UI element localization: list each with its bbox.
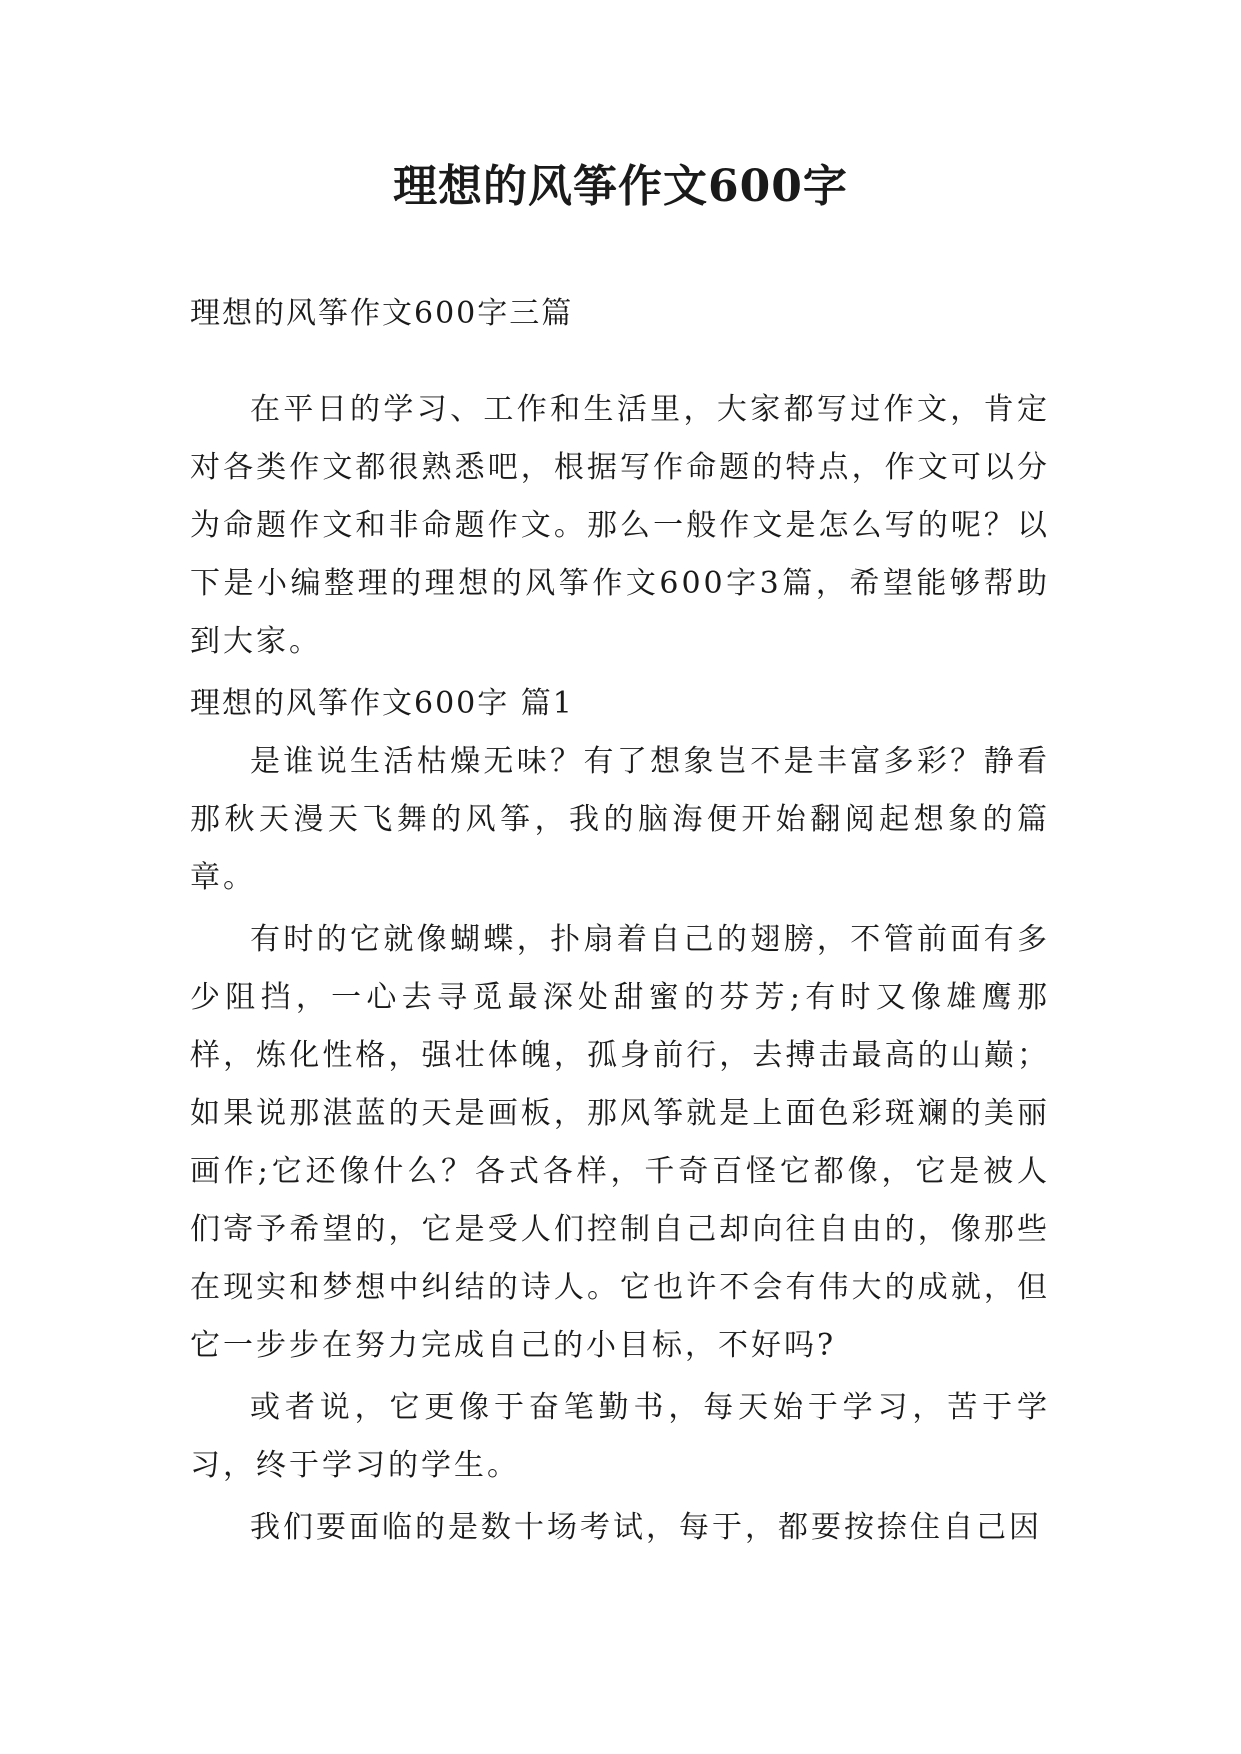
- body-paragraph: 我们要面临的是数十场考试，每于，都要按捺住自己因: [250, 1510, 1042, 1545]
- body-paragraph: 是谁说生活枯燥无味？有了想象岂不是丰富多彩？静看那秋天漫天飞舞的风筝，我的脑海便开始翻阅起想象的篇章。: [190, 744, 1050, 895]
- document-body: [190, 285, 1050, 1557]
- intro-paragraph: 在平日的学习、工作和生活里，大家都写过作文，肯定对各类作文都很熟悉吧，根据写作命题的特点，作文可以分为命题作文和非命题作文。那么一般作文是怎么写的呢？以下是小编整理的理想的风筝作文600字3篇，希望能够帮助到大家。: [190, 392, 1050, 659]
- document-subtitle: 理想的风筝作文600字三篇: [190, 296, 574, 331]
- document-title: 理想的风筝作文600字: [393, 161, 848, 212]
- body-paragraph: 有时的它就像蝴蝶，扑扇着自己的翅膀，不管前面有多少阻挡，一心去寻觅最深处甜蜜的芬芳;有时又像雄鹰那样，炼化性格，强壮体魄，孤身前行，去搏击最高的山巅；如果说那湛蓝的天是画板，那风筝就是上面色彩斑斓的美丽画作;它还像什么？各式各样，千奇百怪它都像，它是被人们寄予希望的，它是受人们控制自己却向往自由的，像那些在现实和梦想中纠结的诗人。它也许不会有伟大的成就，但它一步步在努力完成自己的小目标，不好吗?: [190, 922, 1050, 1363]
- body-paragraph: 或者说，它更像于奋笔勤书，每天始于学习，苦于学习，终于学习的学生。: [190, 1390, 1050, 1483]
- section-heading: 理想的风筝作文600字 篇1: [190, 686, 574, 721]
